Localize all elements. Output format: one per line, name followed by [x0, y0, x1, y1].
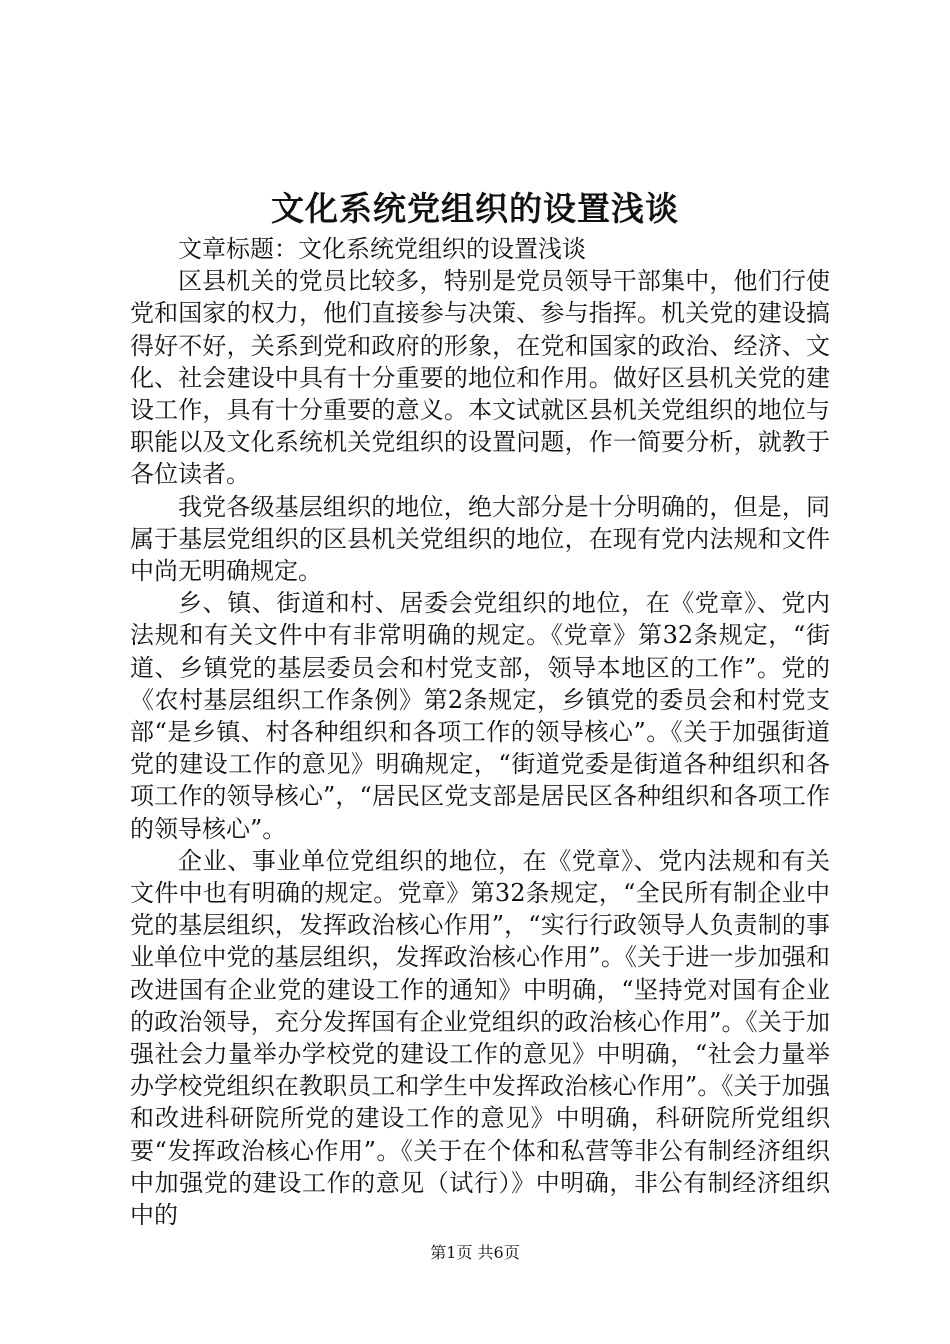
document-title: 文化系统党组织的设置浅谈	[271, 189, 679, 228]
paragraph: 区县机关的党员比较多，特别是党员领导干部集中，他们行使党和国家的权力，他们直接参与决策、参与指挥。机关党的建设搞得好不好，关系到党和政府的形象，在党和国家的政治、经济、文化、社会建设中具有十分重要的地位和作用。做好区县机关党的建设工作，具有十分重要的意义。本文试就区县机关党组织的地位与职能以及文化系统机关党组织的设置问题，作一简要分析，就教于各位读者。	[130, 267, 830, 489]
document-body	[130, 233, 830, 1231]
paragraph: 乡、镇、街道和村、居委会党组织的地位，在《党章》、党内法规和有关文件中有非常明确的规定。《党章》第32条规定，“街道、乡镇党的基层委员会和村党支部，领导本地区的工作”。党的《农村基层组织工作条例》第2条规定，乡镇党的委员会和村党支部“是乡镇、村各种组织和各项工作的领导核心”。《关于加强街道党的建设工作的意见》明确规定，“街道党委是街道各种组织和各项工作的领导核心”，“居民区党支部是居民区各种组织和各项工作的领导核心”。	[130, 589, 830, 843]
paragraph: 我党各级基层组织的地位，绝大部分是十分明确的，但是，同属于基层党组织的区县机关党组织的地位，在现有党内法规和文件中尚无明确规定。	[130, 492, 830, 586]
paragraph: 企业、事业单位党组织的地位，在《党章》、党内法规和有关文件中也有明确的规定。党章》第32条规定，“全民所有制企业中党的基层组织，发挥政治核心作用”，“实行行政领导人负责制的事业单位中党的基层组织，发挥政治核心作用”。《关于进一步加强和改进国有企业党的建设工作的通知》中明确，“坚持党对国有企业的政治领导，充分发挥国有企业党组织的政治核心作用”。《关于加强社会力量举办学校党的建设工作的意见》中明确，“社会力量举办学校党组织在教职员工和学生中发挥政治核心作用”。《关于加强和改进科研院所党的建设工作的意见》中明确，科研院所党组织要“发挥政治核心作用”。《关于在个体和私营等非公有制经济组织中加强党的建设工作的意见（试行）》中明确，非公有制经济组织中的	[130, 846, 830, 1230]
article-title-line: 文章标题：文化系统党组织的设置浅谈	[178, 235, 586, 263]
page-footer: 第1页 共6页	[430, 1243, 520, 1262]
